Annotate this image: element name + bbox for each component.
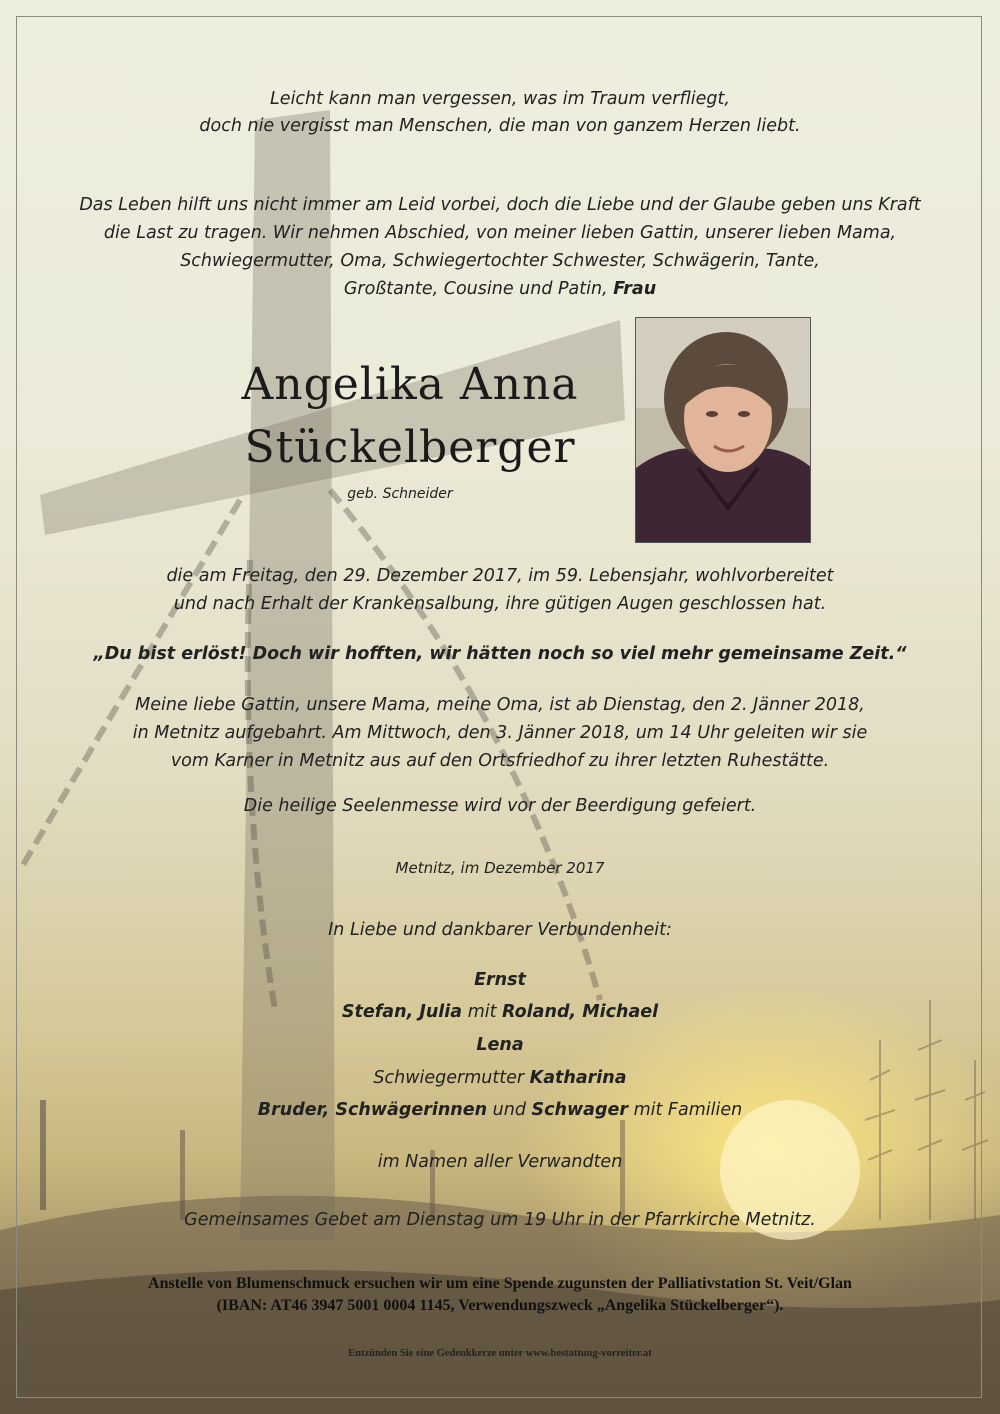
intro-line-2: die Last zu tragen. Wir nehmen Abschied, von meiner lieben Gattin, unserer lieben Mama, xyxy=(103,223,897,243)
mourner-sib-a: Bruder, Schwägerinnen xyxy=(257,1100,488,1120)
mourner-sib-b: Schwager xyxy=(531,1100,628,1120)
mourner-ernst-name: Ernst xyxy=(474,970,526,990)
intro-line-3: Schwiegermutter, Oma, Schwiegertochter Schwester, Schwägerin, Tante, xyxy=(180,251,820,271)
quote: „Du bist erlöst! Doch wir hofften, wir hätten noch so viel mehr gemeinsame Zeit.“ xyxy=(93,644,907,664)
death-line-1: die am Freitag, den 29. Dezember 2017, im 59. Lebensjahr, wohlvorbereitet xyxy=(166,566,834,586)
deceased-name-line-1: Angelika Anna xyxy=(241,359,579,410)
verse-line-2: doch nie vergisst man Menschen, die man von ganzem Herzen liebt. xyxy=(199,116,801,136)
deceased-name-line-2: Stückelberger xyxy=(244,422,576,473)
intro-line-4-text: Großtante, Cousine und Patin, xyxy=(343,279,608,299)
mourner-sib-und: und xyxy=(492,1100,526,1120)
mourner-children-a: Stefan, Julia xyxy=(341,1002,463,1022)
intro-frau: Frau xyxy=(613,279,657,299)
signoff: In Liebe und dankbarer Verbundenheit: xyxy=(328,920,672,940)
footer-candle-link[interactable]: Entzünden Sie eine Gedenkkerze unter www.bestattung-vorreiter.at xyxy=(348,1348,652,1359)
mourner-children-mit: mit xyxy=(467,1002,497,1022)
funeral-line-3: vom Karner in Metnitz aus auf den Ortsfriedhof zu ihrer letzten Ruhestätte. xyxy=(170,751,830,771)
verse-line-1: Leicht kann man vergessen, was im Traum verfliegt, xyxy=(270,89,730,109)
mourner-mil-name: Katharina xyxy=(529,1068,627,1088)
mourner-lena xyxy=(0,1032,1000,1059)
mourner-mil-label: Schwiegermutter xyxy=(373,1068,525,1088)
mourner-sib-rest: mit Familien xyxy=(633,1100,743,1120)
funeral-line-1: Meine liebe Gattin, unsere Mama, meine Oma, ist ab Dienstag, den 2. Jänner 2018, xyxy=(135,695,865,715)
mourner-children xyxy=(0,999,1000,1026)
mourner-children-b: Roland, Michael xyxy=(502,1002,659,1022)
funeral-line-2: in Metnitz aufgebahrt. Am Mittwoch, den 3. Jänner 2018, um 14 Uhr geleiten wir sie xyxy=(132,723,868,743)
place-date: Metnitz, im Dezember 2017 xyxy=(395,859,605,877)
intro-line-4 xyxy=(0,276,1000,303)
donation-line-2: (IBAN: AT46 3947 5001 0004 1145, Verwendungszweck „Angelika Stückelberger“). xyxy=(216,1297,784,1314)
death-line-2: und nach Erhalt der Krankensalbung, ihre gütigen Augen geschlossen hat. xyxy=(173,594,827,614)
portrait-photo xyxy=(635,317,811,543)
birth-name: geb. Schneider xyxy=(347,486,453,502)
donation-line-1: Anstelle von Blumenschmuck ersuchen wir um eine Spende zugunsten der Palliativstation St. Veit/Glan xyxy=(148,1275,852,1292)
mourner-siblings xyxy=(0,1097,1000,1124)
mourner-lena-name: Lena xyxy=(476,1035,524,1055)
mourner-mother-in-law xyxy=(0,1065,1000,1092)
prayer-note: Gemeinsames Gebet am Dienstag um 19 Uhr in der Pfarrkirche Metnitz. xyxy=(184,1210,816,1230)
relatives-note: im Namen aller Verwandten xyxy=(377,1152,623,1172)
intro-line-1: Das Leben hilft uns nicht immer am Leid vorbei, doch die Liebe und der Glaube geben uns Kraft xyxy=(79,195,921,215)
mourner-ernst xyxy=(0,967,1000,994)
mass-note: Die heilige Seelenmesse wird vor der Beerdigung gefeiert. xyxy=(243,796,757,816)
